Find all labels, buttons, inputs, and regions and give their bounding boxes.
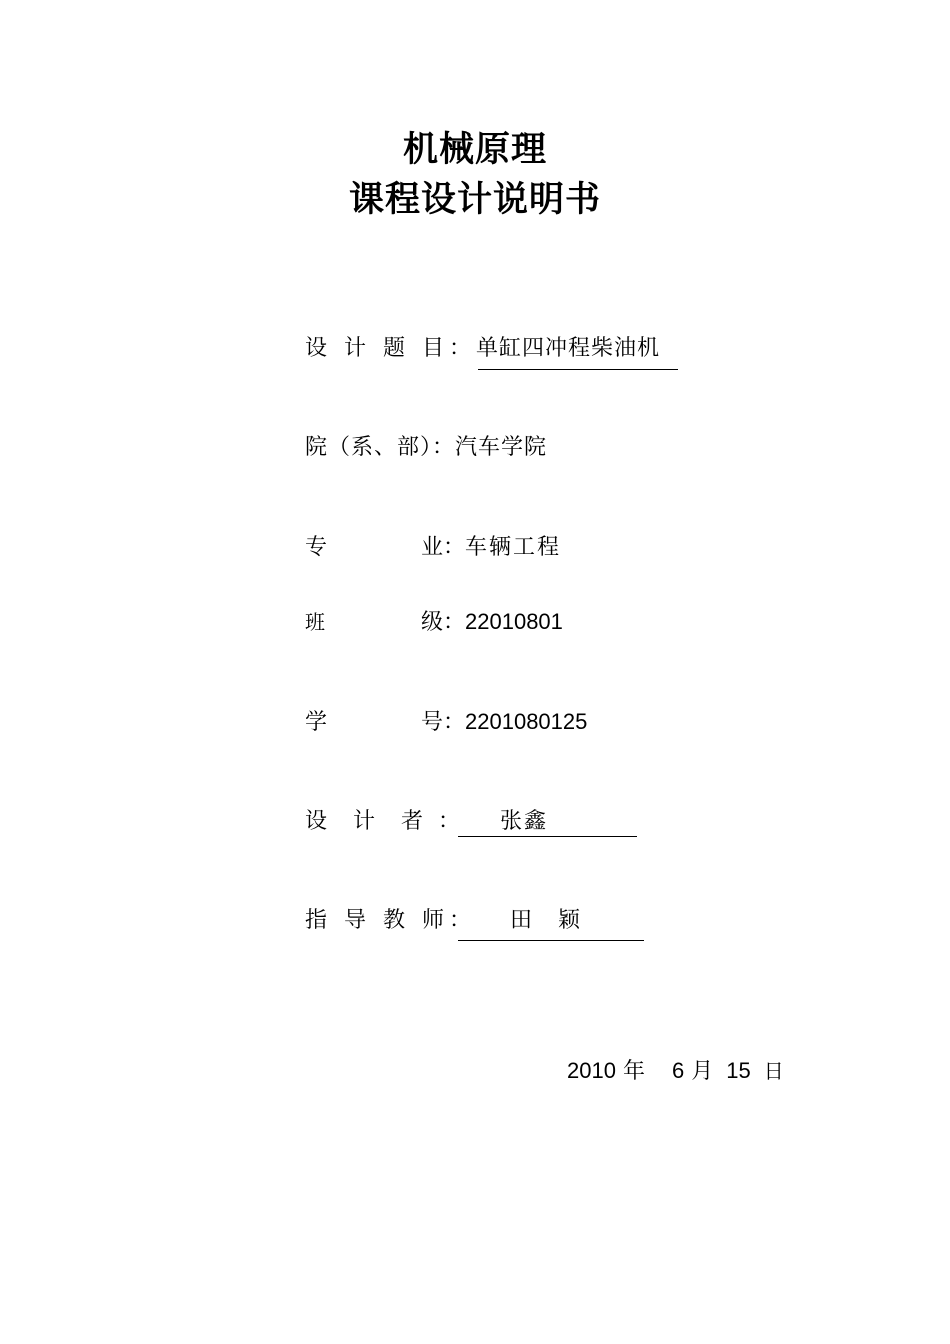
topic-label: 设 计 题 目：: [305, 336, 476, 361]
date-year-unit: 年: [622, 1059, 645, 1084]
topic-underline: [478, 369, 678, 370]
date-month: 6: [671, 1058, 685, 1083]
document-title-line1: 机械原理: [402, 130, 547, 170]
class-label-b: 级：: [421, 610, 466, 635]
advisor-value: 田 颖: [509, 908, 584, 933]
major-label-b: 业：: [421, 535, 466, 560]
student-id-value: 2201080125: [465, 709, 588, 734]
advisor-label: 指 导 教 师：: [305, 908, 476, 933]
date-line: [567, 1060, 784, 1083]
department-label: 院（系、部）：: [305, 435, 456, 460]
student-id-row: [305, 711, 587, 734]
student-id-label-a: 学: [305, 710, 328, 735]
class-value: 22010801: [465, 609, 563, 634]
designer-value: 张鑫: [499, 809, 548, 834]
class-label-a: 班: [305, 610, 325, 634]
class-row: [305, 611, 563, 634]
designer-label: 设 计 者 ：: [305, 809, 464, 834]
advisor-row: [305, 910, 584, 932]
date-month-unit: 月: [691, 1059, 714, 1084]
topic-value: 单缸四冲程柴油机: [475, 336, 660, 361]
department-row: [305, 437, 547, 459]
department-value: 汽车学院: [455, 435, 548, 460]
major-value: 车辆工程: [465, 535, 562, 560]
date-day: 15: [726, 1058, 751, 1083]
major-row: [305, 537, 561, 559]
date-day-unit: 日: [763, 1059, 784, 1083]
designer-row: [305, 811, 548, 833]
major-label-a: 专: [305, 535, 328, 560]
designer-underline: [458, 836, 637, 837]
topic-row: [305, 338, 660, 360]
advisor-underline: [458, 940, 644, 941]
student-id-label-b: 号：: [421, 710, 466, 735]
date-year: 2010: [567, 1058, 616, 1083]
document-title-line2: 课程设计说明书: [348, 180, 601, 220]
